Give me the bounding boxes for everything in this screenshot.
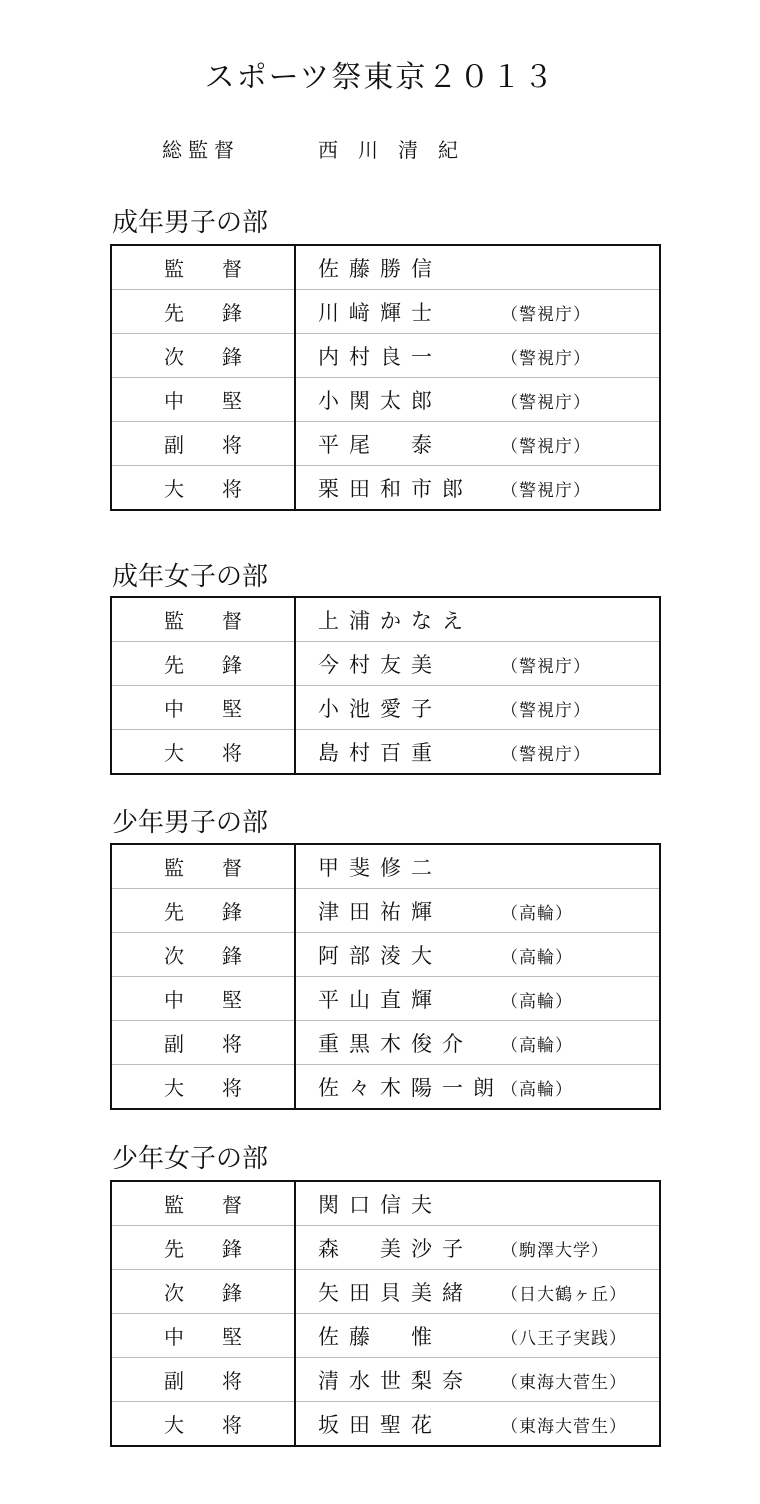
table-row	[111, 730, 660, 775]
director-role: 総監督	[162, 138, 240, 162]
member-affiliation: （警視庁）	[501, 744, 591, 765]
table-row	[111, 378, 660, 422]
member-affiliation: （高輪）	[501, 1035, 573, 1056]
member-affiliation: （日大鶴ヶ丘）	[501, 1284, 627, 1305]
position-cell: 大将	[111, 1065, 295, 1110]
table-row	[111, 334, 660, 378]
member-name: 今村友美	[318, 652, 442, 677]
table-row	[111, 1065, 660, 1110]
member-affiliation: （高輪）	[501, 947, 573, 968]
member-name: 小池愛子	[318, 696, 442, 721]
roster-table-adult-women	[110, 596, 661, 775]
person-cell	[295, 378, 660, 422]
position-cell: 監督	[111, 245, 295, 290]
section-title-adult-women: 成年女子の部	[112, 562, 269, 592]
person-cell	[295, 1402, 660, 1447]
member-affiliation: （東海大菅生）	[501, 1372, 627, 1393]
member-name: 坂田聖花	[318, 1412, 442, 1437]
table-row	[111, 642, 660, 686]
member-affiliation: （警視庁）	[501, 436, 591, 457]
position-cell: 次鋒	[111, 334, 295, 378]
person-cell	[295, 977, 660, 1021]
position-cell: 先鋒	[111, 642, 295, 686]
position-cell: 先鋒	[111, 1226, 295, 1270]
person-cell	[295, 642, 660, 686]
section-title-youth-boys: 少年男子の部	[112, 808, 269, 838]
position-cell: 中堅	[111, 378, 295, 422]
position-cell: 副将	[111, 422, 295, 466]
member-affiliation: （駒澤大学）	[501, 1240, 609, 1261]
table-row	[111, 1270, 660, 1314]
member-affiliation: （高輪）	[501, 991, 573, 1012]
director-name: 西川清紀	[318, 138, 478, 162]
table-row	[111, 889, 660, 933]
position-cell: 監督	[111, 844, 295, 889]
member-affiliation: （警視庁）	[501, 304, 591, 325]
member-affiliation: （警視庁）	[501, 700, 591, 721]
person-cell	[295, 844, 660, 889]
table-row	[111, 245, 660, 290]
member-affiliation: （警視庁）	[501, 480, 591, 501]
person-cell	[295, 1181, 660, 1226]
roster-table-youth-girls	[110, 1180, 661, 1447]
position-cell: 監督	[111, 1181, 295, 1226]
person-cell	[295, 290, 660, 334]
person-cell	[295, 597, 660, 642]
member-name: 上浦かなえ	[318, 608, 473, 633]
table-row	[111, 1181, 660, 1226]
table-row	[111, 977, 660, 1021]
position-cell: 副将	[111, 1021, 295, 1065]
member-name: 矢田貝美緒	[318, 1280, 473, 1305]
table-row	[111, 1021, 660, 1065]
member-name: 栗田和市郎	[318, 476, 473, 501]
member-name: 清水世梨奈	[318, 1368, 473, 1393]
person-cell	[295, 1226, 660, 1270]
position-cell: 先鋒	[111, 889, 295, 933]
person-cell	[295, 422, 660, 466]
member-name: 佐々木陽一朗	[318, 1075, 504, 1100]
member-name: 内村良一	[318, 344, 442, 369]
member-affiliation: （八王子実践）	[501, 1328, 627, 1349]
member-name: 津田祐輝	[318, 899, 442, 924]
table-row	[111, 844, 660, 889]
member-affiliation: （東海大菅生）	[501, 1416, 627, 1437]
position-cell: 次鋒	[111, 933, 295, 977]
person-cell	[295, 1021, 660, 1065]
position-cell: 次鋒	[111, 1270, 295, 1314]
member-name: 森 美沙子	[318, 1236, 473, 1261]
person-cell	[295, 933, 660, 977]
member-affiliation: （警視庁）	[501, 656, 591, 677]
person-cell	[295, 334, 660, 378]
person-cell	[295, 1314, 660, 1358]
person-cell	[295, 1065, 660, 1110]
member-name: 佐藤 惟	[318, 1324, 442, 1349]
table-row	[111, 466, 660, 511]
member-affiliation: （警視庁）	[501, 348, 591, 369]
member-name: 甲斐修二	[318, 855, 442, 880]
document-title: スポーツ祭東京２０１３	[204, 60, 556, 95]
table-row	[111, 933, 660, 977]
member-name: 佐藤勝信	[318, 256, 442, 281]
member-affiliation: （警視庁）	[501, 392, 591, 413]
member-name: 小関太郎	[318, 388, 442, 413]
position-cell: 監督	[111, 597, 295, 642]
section-title-adult-men: 成年男子の部	[112, 208, 269, 238]
section-title-youth-girls: 少年女子の部	[112, 1144, 269, 1174]
person-cell	[295, 889, 660, 933]
member-affiliation: （高輪）	[501, 903, 573, 924]
position-cell: 大将	[111, 730, 295, 775]
table-row	[111, 597, 660, 642]
person-cell	[295, 686, 660, 730]
member-name: 島村百重	[318, 740, 442, 765]
member-name: 平山直輝	[318, 987, 442, 1012]
position-cell: 中堅	[111, 1314, 295, 1358]
general-director	[162, 134, 478, 163]
table-row	[111, 1358, 660, 1402]
member-name: 関口信夫	[318, 1192, 442, 1217]
person-cell	[295, 730, 660, 775]
table-row	[111, 290, 660, 334]
table-row	[111, 422, 660, 466]
table-row	[111, 1226, 660, 1270]
person-cell	[295, 466, 660, 511]
roster-table-youth-boys	[110, 843, 661, 1110]
table-row	[111, 1314, 660, 1358]
roster-table-adult-men	[110, 244, 661, 511]
member-name: 平尾 泰	[318, 432, 442, 457]
table-row	[111, 686, 660, 730]
person-cell	[295, 245, 660, 290]
member-affiliation: （高輪）	[501, 1079, 573, 1100]
table-row	[111, 1402, 660, 1447]
position-cell: 大将	[111, 466, 295, 511]
position-cell: 大将	[111, 1402, 295, 1447]
position-cell: 中堅	[111, 977, 295, 1021]
person-cell	[295, 1358, 660, 1402]
position-cell: 中堅	[111, 686, 295, 730]
member-name: 阿部淩大	[318, 943, 442, 968]
person-cell	[295, 1270, 660, 1314]
member-name: 川﨑輝士	[318, 300, 442, 325]
position-cell: 先鋒	[111, 290, 295, 334]
member-name: 重黒木俊介	[318, 1031, 473, 1056]
position-cell: 副将	[111, 1358, 295, 1402]
